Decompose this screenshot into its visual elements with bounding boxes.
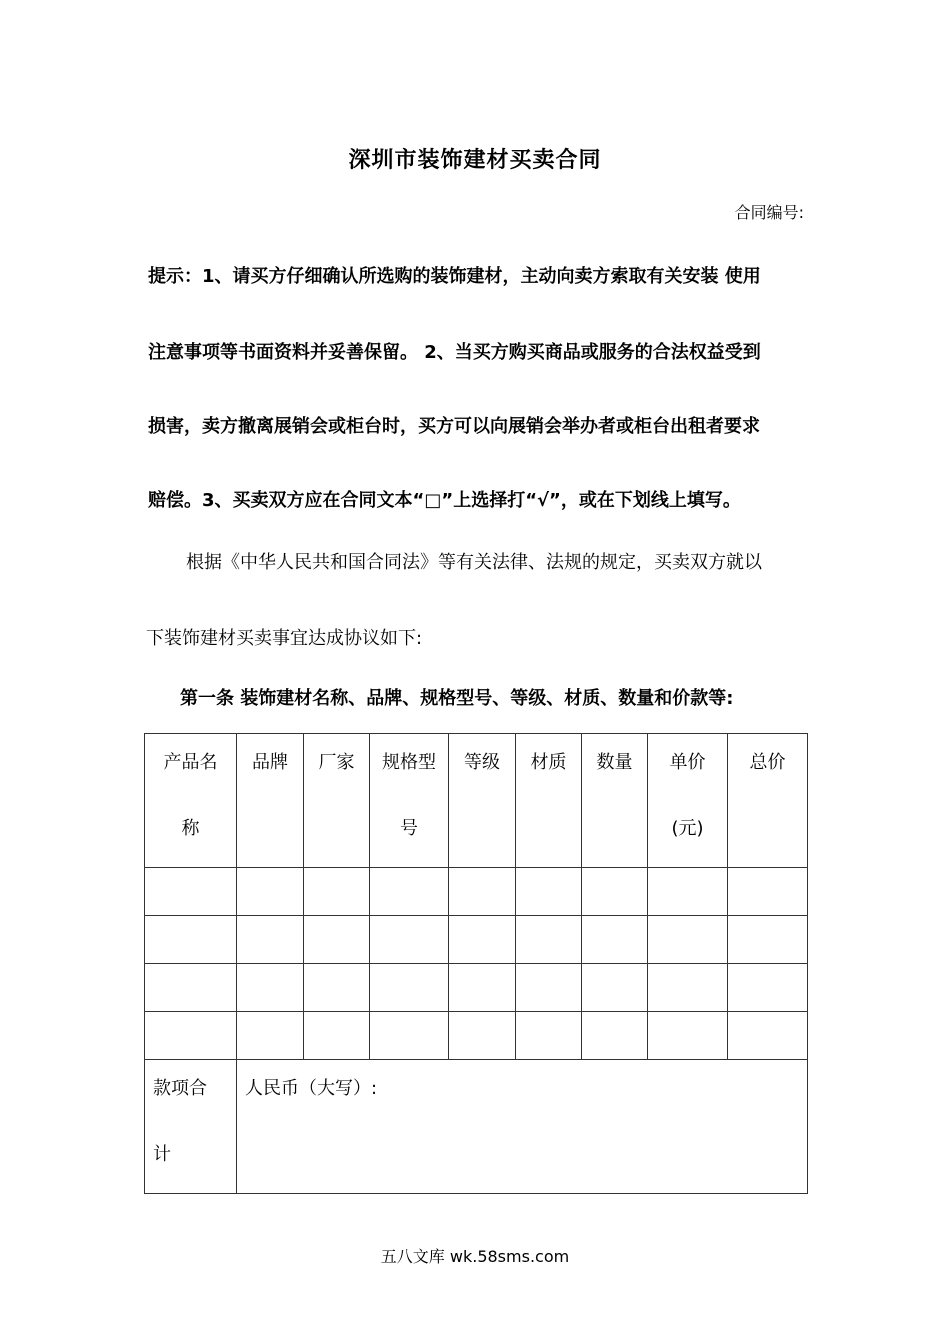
table-cell[interactable]: [728, 964, 808, 1012]
table-cell[interactable]: [648, 868, 728, 916]
table-cell[interactable]: [304, 868, 370, 916]
header-product-name: 产品名 称: [145, 734, 237, 868]
table-cell[interactable]: [728, 868, 808, 916]
table-row: [145, 964, 808, 1012]
table-cell[interactable]: [237, 1012, 304, 1060]
notice-line-2: 注意事项等书面资料并妥善保留。 2、当买方购买商品或服务的合法权益受到: [148, 342, 761, 363]
table-cell[interactable]: [648, 964, 728, 1012]
table-cell[interactable]: [648, 1012, 728, 1060]
table-cell[interactable]: [145, 868, 237, 916]
header-total-price: 总价: [728, 734, 808, 868]
table-cell[interactable]: [728, 1012, 808, 1060]
header-spec-model: 规格型 号: [370, 734, 449, 868]
table-cell[interactable]: [449, 1012, 516, 1060]
table-cell[interactable]: [728, 916, 808, 964]
notice-line-1: 提示：1、请买方仔细确认所选购的装饰建材，主动向卖方索取有关安装 使用: [148, 266, 761, 287]
table-cell[interactable]: [237, 868, 304, 916]
table-cell[interactable]: [145, 1012, 237, 1060]
intro-line-2: 下装饰建材买卖事宜达成协议如下:: [146, 628, 423, 649]
table-cell[interactable]: [304, 916, 370, 964]
table-row: [145, 916, 808, 964]
table-cell[interactable]: [582, 916, 648, 964]
contract-number-label: 合同编号:: [734, 203, 804, 222]
table-cell[interactable]: [582, 1012, 648, 1060]
header-material: 材质: [516, 734, 582, 868]
goods-table: [144, 733, 808, 1194]
header-grade: 等级: [449, 734, 516, 868]
table-cell[interactable]: [516, 916, 582, 964]
table-cell[interactable]: [237, 916, 304, 964]
notice-line-4: 赔偿。3、买卖双方应在合同文本“□”上选择打“√”，或在下划线上填写。: [148, 490, 741, 511]
table-cell[interactable]: [582, 868, 648, 916]
table-cell[interactable]: [304, 964, 370, 1012]
table-cell[interactable]: [370, 1012, 449, 1060]
header-unit-price: 单价 (元): [648, 734, 728, 868]
table-cell[interactable]: [449, 868, 516, 916]
table-cell[interactable]: [516, 868, 582, 916]
total-row: [145, 1060, 808, 1194]
article-1-heading: 第一条 装饰建材名称、品牌、规格型号、等级、材质、数量和价款等:: [180, 688, 734, 709]
table-row: [145, 1012, 808, 1060]
document-title: 深圳市装饰建材买卖合同: [348, 148, 602, 173]
table-header-row: [145, 734, 808, 868]
table-cell[interactable]: [370, 916, 449, 964]
total-amount-field[interactable]: [237, 1060, 808, 1194]
total-amount-label: 人民币（大写）:: [245, 1078, 378, 1099]
header-quantity: 数量: [582, 734, 648, 868]
table-cell[interactable]: [516, 964, 582, 1012]
footer-watermark: 五八文库 wk.58sms.com: [380, 1247, 570, 1266]
table-cell[interactable]: [145, 964, 237, 1012]
table-cell[interactable]: [648, 916, 728, 964]
table-cell[interactable]: [370, 964, 449, 1012]
table-cell[interactable]: [237, 964, 304, 1012]
table-cell[interactable]: [145, 916, 237, 964]
table-cell[interactable]: [370, 868, 449, 916]
header-manufacturer: 厂家: [304, 734, 370, 868]
intro-line-1: 根据《中华人民共和国合同法》等有关法律、法规的规定，买卖双方就以: [186, 552, 762, 573]
notice-line-3: 损害，卖方撤离展销会或柜台时，买方可以向展销会举办者或柜台出租者要求: [148, 416, 760, 437]
table-cell[interactable]: [304, 1012, 370, 1060]
table-row: [145, 868, 808, 916]
table-cell[interactable]: [516, 1012, 582, 1060]
total-label: 款项合 计: [145, 1060, 237, 1194]
table-cell[interactable]: [449, 916, 516, 964]
table-cell[interactable]: [582, 964, 648, 1012]
header-brand: 品牌: [237, 734, 304, 868]
table-cell[interactable]: [449, 964, 516, 1012]
